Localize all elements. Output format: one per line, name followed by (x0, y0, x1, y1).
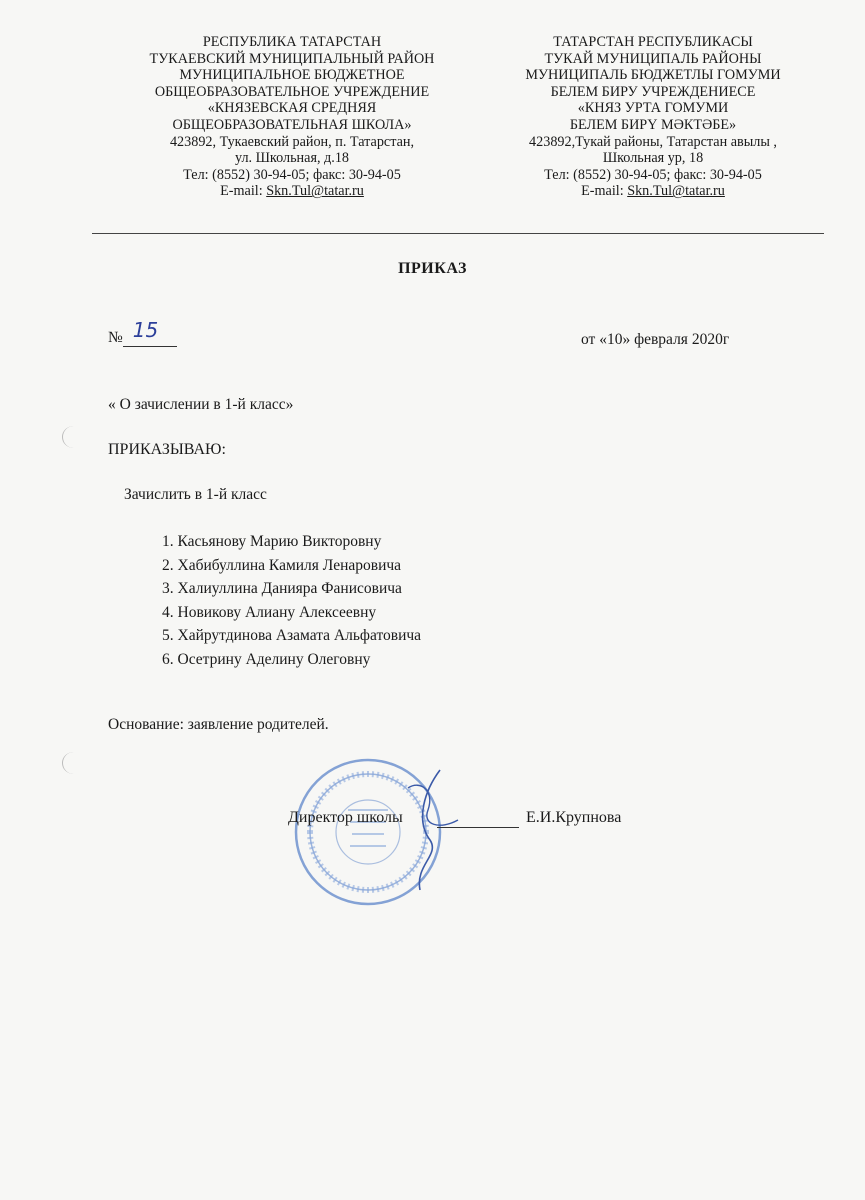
header-line: ТУКАЙ МУНИЦИПАЛЬ РАЙОНЫ (544, 50, 762, 67)
header-email-line (112, 183, 472, 200)
email-label: E-mail: (220, 183, 267, 200)
header-divider (92, 233, 824, 234)
list-item: 6. Осетрину Аделину Олеговну (162, 650, 371, 668)
header-line: ул. Школьная, д.18 (234, 150, 350, 167)
header-line: БЕЛЕМ БИРҮ МӘКТӘБЕ» (569, 116, 737, 133)
list-item: 3. Халиуллина Данияра Фанисовича (162, 580, 402, 598)
order-number (108, 318, 177, 347)
header-email-line (478, 183, 828, 200)
header-line: ТАТАРСТАН РЕСПУБЛИКАСЫ (553, 34, 753, 50)
header-line: ОБЩЕОБРАЗОВАТЕЛЬНАЯ ШКОЛА» (172, 116, 412, 133)
email-label: E-mail: (581, 183, 628, 200)
student-list (162, 530, 421, 672)
email-link[interactable]: Skn.Tul@tatar.ru (266, 183, 364, 200)
header-line: «КНЯЗЕВСКАЯ СРЕДНЯЯ (207, 100, 377, 117)
punch-hole-mark (62, 426, 85, 448)
basis-line: Основание: заявление родителей. (108, 716, 329, 733)
signature-line (437, 827, 519, 828)
punch-hole-mark (62, 752, 85, 774)
email-link[interactable]: Skn.Tul@tatar.ru (627, 183, 725, 200)
header-line: 423892,Тукай районы, Татарстан авылы , (529, 133, 777, 150)
enroll-intro: Зачислить в 1-й класс (124, 486, 267, 503)
header-line: ТУКАЕВСКИЙ МУНИЦИПАЛЬНЫЙ РАЙОН (149, 50, 435, 67)
order-date: от «10» февраля 2020г (581, 331, 730, 348)
decree-heading: ПРИКАЗЫВАЮ: (108, 441, 226, 458)
number-sign: № (108, 329, 123, 346)
signatory-name: Е.И.Крупнова (526, 809, 622, 826)
header-line: 423892, Тукаевский район, п. Татарстан, (169, 133, 415, 150)
document-title: ПРИКАЗ (398, 260, 467, 277)
number-blank (123, 318, 177, 347)
header-line: МУНИЦИПАЛЬ БЮДЖЕТЛЫ ГОМУМИ (525, 67, 781, 84)
list-item: 5. Хайрутдинова Азамата Альфатовича (162, 627, 422, 645)
list-item: 1. Касьянову Марию Викторовну (162, 533, 382, 550)
list-item: 2. Хабибуллина Камиля Ленаровича (162, 556, 402, 574)
handwritten-number: 15 (132, 318, 159, 342)
header-line: ОБЩЕОБРАЗОВАТЕЛЬНОЕ УЧРЕЖДЕНИЕ (154, 83, 430, 100)
school-stamp-icon (290, 750, 470, 910)
order-subject: « О зачислении в 1-й класс» (108, 396, 294, 413)
header-line: РЕСПУБЛИКА ТАТАРСТАН (202, 34, 382, 50)
header-line: Тел: (8552) 30-94-05; факс: 30-94-05 (183, 166, 401, 183)
header-tatar (478, 34, 828, 200)
header-russian (112, 34, 472, 200)
header-line: БЕЛЕМ БИРУ УЧРЕЖДЕНИЕСЕ (550, 83, 756, 100)
header-line: «КНЯЗ УРТА ГОМУМИ (577, 100, 729, 117)
list-item: 4. Новикову Алиану Алексеевну (162, 603, 377, 621)
header-line: Школьная ур, 18 (602, 150, 704, 167)
header-line: Тел: (8552) 30-94-05; факс: 30-94-05 (544, 166, 762, 183)
header-line: МУНИЦИПАЛЬНОЕ БЮДЖЕТНОЕ (179, 67, 405, 84)
signatory-position: Директор школы (288, 809, 403, 826)
